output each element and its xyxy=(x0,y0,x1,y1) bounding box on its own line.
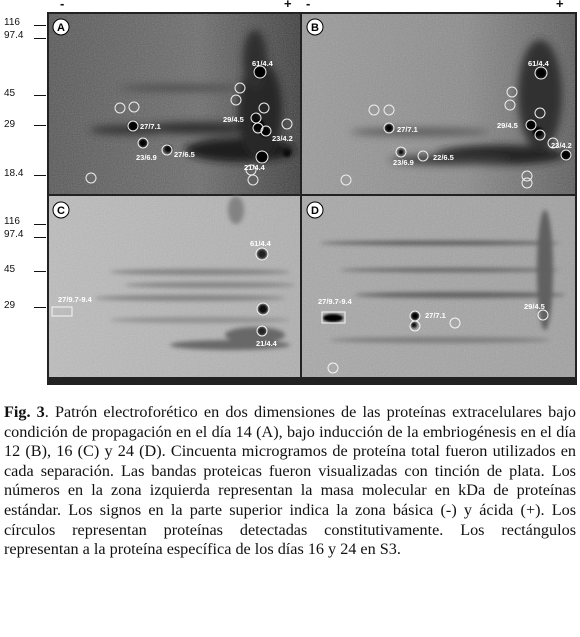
panel-label-a: A xyxy=(57,22,65,34)
figure-caption-text: . Patrón electroforético en dos dimensiones de las proteínas extracelulares bajo condición de propagación en el día 14 (A), bajo inducción de la embriogénesis en el día 12 (B), 16 (C) y 24 (D). Cincuenta microgramos de proteína total fueron utilizados en cada separación. Las bandas proteicas fueron visualizadas con tinción de plata. Los números en la zona izquierda representan la masa molecular en kDa de proteínas estándar. Los signos en la parte superior indica la zona básica (-) y ácida (+). Los círculos representan proteínas detectadas constitutivamente. Los rectángulos representan a la proteína específica de los días 16 y 24 en S3. xyxy=(4,403,576,559)
spot-label: 21/4.4 xyxy=(256,339,277,348)
acidic-sign-b: + xyxy=(556,0,564,11)
mw-label-18-top: 18.4 xyxy=(4,168,24,179)
spot-label: 27/9.7-9.4 xyxy=(58,295,92,304)
spot-label: 23/6.9 xyxy=(393,158,414,167)
spot-label: 23/4.2 xyxy=(272,134,293,143)
panel-label-d: D xyxy=(311,205,319,217)
spot-label: 22/6.5 xyxy=(433,153,454,162)
spot-label: 29/4.5 xyxy=(497,121,518,130)
spot-label: 27/9.7-9.4 xyxy=(318,297,352,306)
spot-label: 61/4.4 xyxy=(250,239,271,248)
figure-caption xyxy=(4,403,576,560)
spot-label: 27/7.1 xyxy=(425,311,446,320)
mw-label-97-bottom: 97.4 xyxy=(4,229,24,240)
panel-label-b: B xyxy=(311,22,319,34)
spot-label: 23/4.2 xyxy=(551,141,572,150)
figure-caption-label: Fig. 3 xyxy=(4,403,45,421)
spot-label: 29/4.5 xyxy=(524,302,545,311)
spot-label: 27/7.1 xyxy=(140,122,161,131)
spot-label: 61/4.4 xyxy=(252,59,273,68)
mw-label-116-top: 116 xyxy=(4,17,20,28)
spot-label: 29/4.5 xyxy=(223,115,244,124)
mw-label-45-bottom: 45 xyxy=(4,264,16,275)
spot-label: 27/7.1 xyxy=(397,125,418,134)
spot-label: 23/6.9 xyxy=(136,153,157,162)
basic-sign-a: - xyxy=(60,0,65,11)
gel-panel-b xyxy=(302,14,575,194)
acidic-sign-a: + xyxy=(284,0,292,11)
mw-label-116-bottom: 116 xyxy=(4,216,20,227)
mw-label-45-top: 45 xyxy=(4,88,16,99)
spot-label: 21/4.4 xyxy=(244,163,265,172)
panel-label-c: C xyxy=(57,205,65,217)
mw-label-29-bottom: 29 xyxy=(4,300,16,311)
basic-sign-b: - xyxy=(306,0,311,11)
mw-label-97-top: 97.4 xyxy=(4,30,24,41)
mw-label-29-top: 29 xyxy=(4,119,16,130)
gel-panel-d xyxy=(302,196,575,377)
spot-label: 61/4.4 xyxy=(528,59,549,68)
gel-panel-c xyxy=(49,196,300,377)
spot-label: 27/6.5 xyxy=(174,150,195,159)
